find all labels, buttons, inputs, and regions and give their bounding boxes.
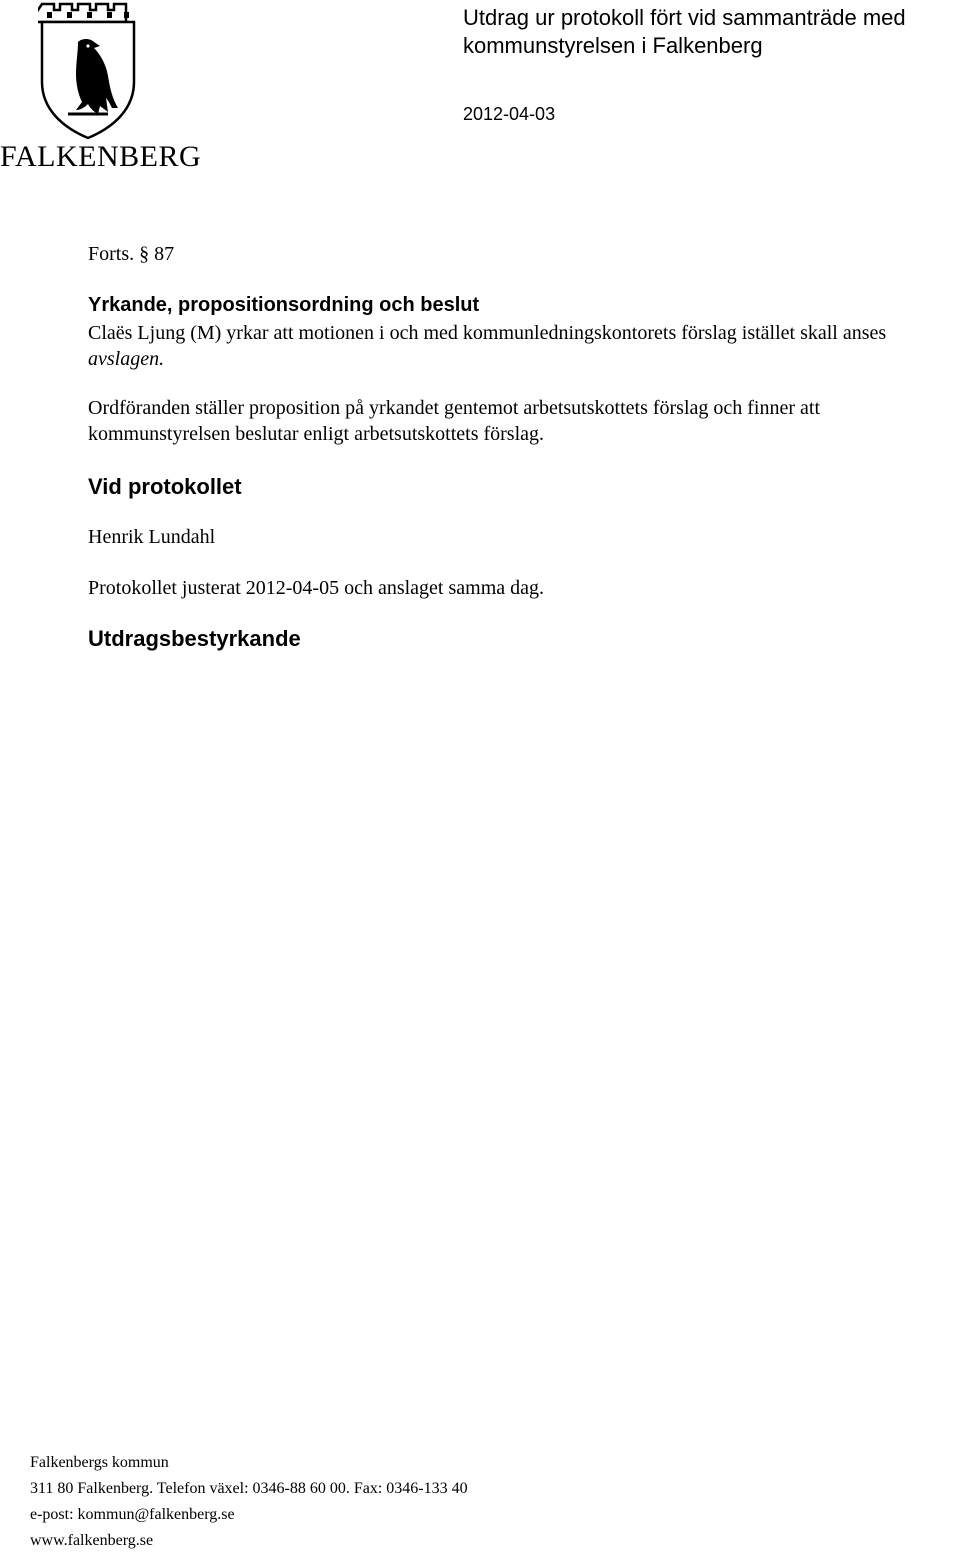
footer-org: Falkenbergs kommun <box>30 1454 169 1471</box>
document-title-line-1: Utdrag ur protokoll fört vid sammanträde med <box>463 5 906 30</box>
motion-paragraph-line-2: avslagen. <box>88 348 165 370</box>
section-number: Forts. § 87 <box>88 243 175 265</box>
logo-wordmark: FALKENBERG <box>0 140 202 173</box>
document-date: 2012-04-03 <box>463 104 556 124</box>
certification-heading: Utdragsbestyrkande <box>88 626 301 651</box>
approval-note: Protokollet justerat 2012-04-05 och anslaget samma dag. <box>88 577 545 599</box>
footer-website[interactable]: www.falkenberg.se <box>30 1532 154 1549</box>
section-heading: Yrkande, propositionsordning och beslut <box>88 294 480 316</box>
footer <box>30 1450 468 1554</box>
secretary-name: Henrik Lundahl <box>88 526 216 548</box>
document-title <box>463 4 906 60</box>
footer-email[interactable]: e-post: kommun@falkenberg.se <box>30 1506 235 1523</box>
document-title-line-2: kommunstyrelsen i Falkenberg <box>463 33 763 58</box>
motion-paragraph <box>88 320 960 372</box>
decision-paragraph: Ordföranden ställer proposition på yrkandet gentemot arbetsutskottets förslag och finner att kommunstyrelsen beslutar enligt arbetsutskottets förslag. <box>88 397 821 445</box>
coat-of-arms-icon <box>38 2 138 142</box>
footer-address: 311 80 Falkenberg. Telefon växel: 0346-88 60 00. Fax: 0346-133 40 <box>30 1480 468 1497</box>
minutes-heading: Vid protokollet <box>88 474 242 499</box>
falkenberg-logo <box>0 0 202 176</box>
motion-paragraph-line-1: Claës Ljung (M) yrkar att motionen i och med kommunledningskontorets förslag istället skall anses <box>88 322 887 344</box>
